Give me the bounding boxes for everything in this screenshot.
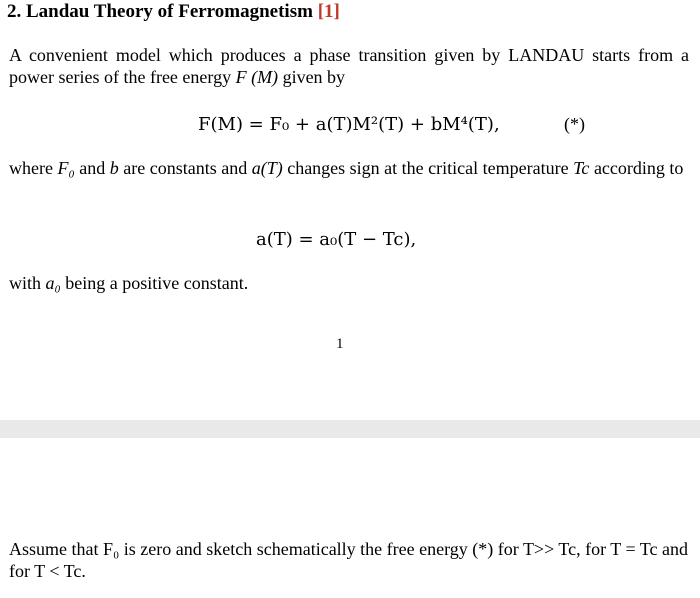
- constants-text-4: changes sign at the critical temperature: [282, 158, 574, 178]
- section-title: [7, 0, 340, 24]
- constants-text-1: where: [9, 158, 58, 178]
- f0-symbol: F₀: [57, 158, 75, 178]
- intro-text-1: A convenient model which produces a phase transition given by LANDAU starts from a power series of the free energy: [9, 45, 689, 87]
- a0-symbol: a₀: [45, 273, 61, 293]
- constants-paragraph: [9, 157, 689, 179]
- intro-paragraph: [9, 44, 689, 88]
- coefficient-equation: a(T) = a₀(T − Tc),: [256, 229, 417, 250]
- free-energy-symbol: F (M): [235, 67, 279, 87]
- intro-text-2: given by: [278, 67, 346, 87]
- constants-text-3: are constants and: [118, 158, 252, 178]
- constants-text-2: and: [74, 158, 110, 178]
- reference-link[interactable]: [1]: [317, 1, 340, 22]
- a0-text-1: with: [9, 273, 46, 293]
- page-separator: [0, 420, 700, 438]
- a0-text-2: being a positive constant.: [60, 273, 249, 293]
- a-of-t-symbol: a(T): [251, 158, 283, 178]
- task-paragraph: Assume that F₀ is zero and sketch schematically the free energy (*) for T>> Tc, for T = Tc and for T < Tc.: [9, 539, 689, 581]
- a0-paragraph: [9, 272, 689, 294]
- constants-text-5: according to: [589, 158, 684, 178]
- tc-symbol: Tc: [573, 158, 590, 178]
- title-text: 2. Landau Theory of Ferromagnetism: [7, 1, 313, 22]
- page-number: 1: [336, 336, 344, 352]
- b-symbol: b: [109, 158, 119, 178]
- free-energy-equation: F(M) = F₀ + a(T)M²(T) + bM⁴(T),: [198, 114, 500, 135]
- equation-tag: (*): [564, 114, 585, 134]
